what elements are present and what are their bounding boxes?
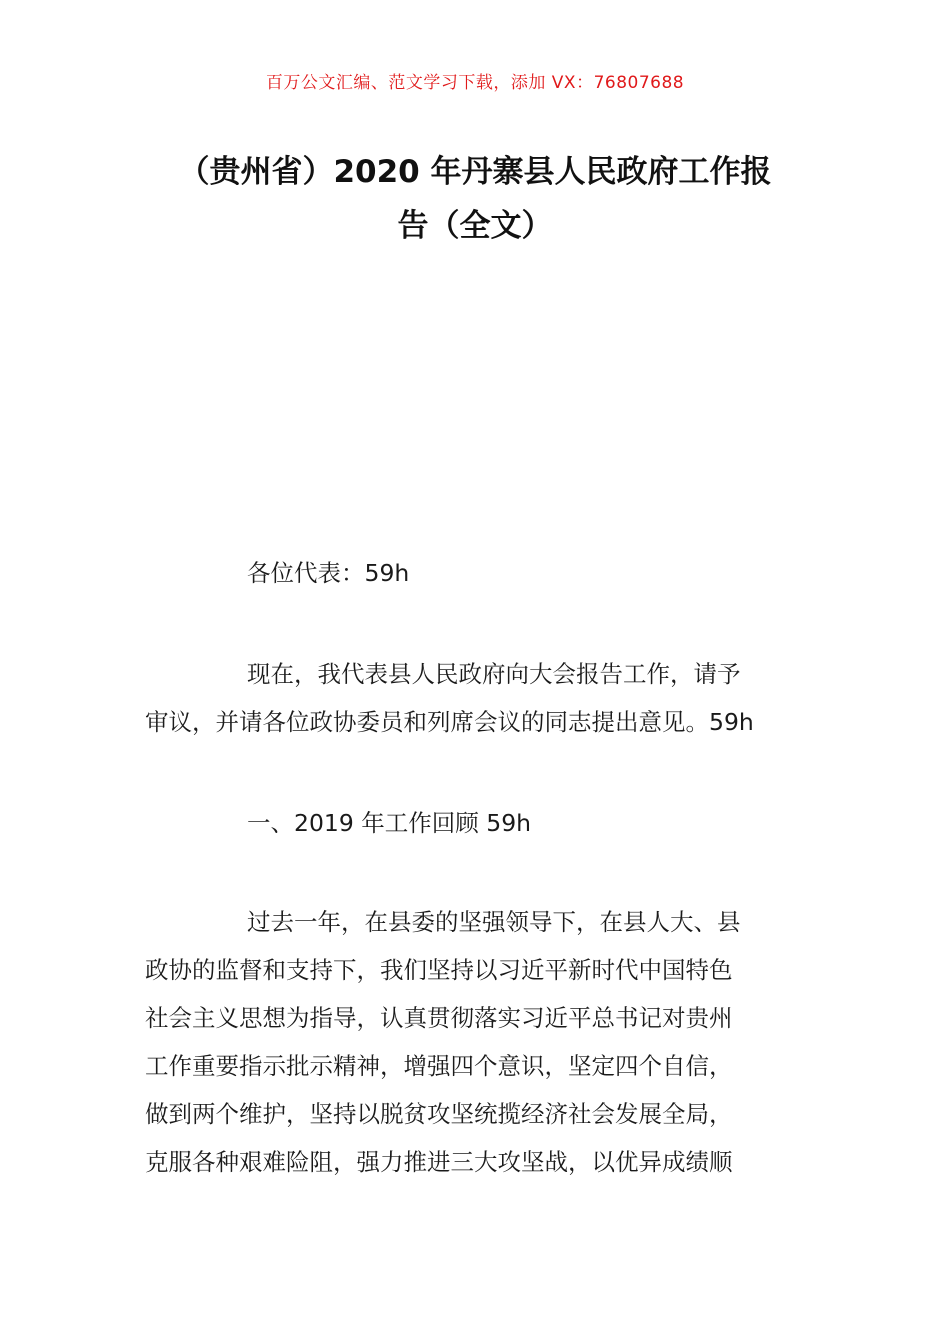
- title-line-2: 告（全文）: [397, 208, 553, 244]
- intro-paragraph: [145, 650, 810, 746]
- section-heading: [145, 799, 810, 847]
- review-line-1: 过去一年，在县委的坚强领导下，在县人大、县: [247, 908, 741, 936]
- intro-line-1: 现在，我代表县人民政府向大会报告工作，请予: [247, 660, 741, 688]
- review-paragraph: [145, 898, 810, 1186]
- intro-line-2: 审议，并请各位政协委员和列席会议的同志提出意见。59h: [145, 708, 754, 736]
- salutation-paragraph: [145, 549, 810, 597]
- section-1-heading-text: 一、2019 年工作回顾 59h: [247, 809, 532, 837]
- document-title: [140, 145, 810, 253]
- review-line-3: 社会主义思想为指导，认真贯彻落实习近平总书记对贵州: [145, 1004, 733, 1032]
- review-line-4: 工作重要指示批示精神，增强四个意识，坚定四个自信，: [145, 1052, 733, 1080]
- review-line-5: 做到两个维护，坚持以脱贫攻坚统揽经济社会发展全局，: [145, 1100, 733, 1128]
- title-line-1: （贵州省）2020 年丹寨县人民政府工作报: [178, 154, 772, 190]
- salutation-text: 各位代表：59h: [247, 559, 410, 587]
- header-notice: 百万公文汇编、范文学习下载，添加 VX：76807688: [265, 73, 685, 93]
- review-line-6: 克服各种艰难险阻，强力推进三大攻坚战，以优异成绩顺: [145, 1148, 733, 1176]
- review-line-2: 政协的监督和支持下，我们坚持以习近平新时代中国特色: [145, 956, 733, 984]
